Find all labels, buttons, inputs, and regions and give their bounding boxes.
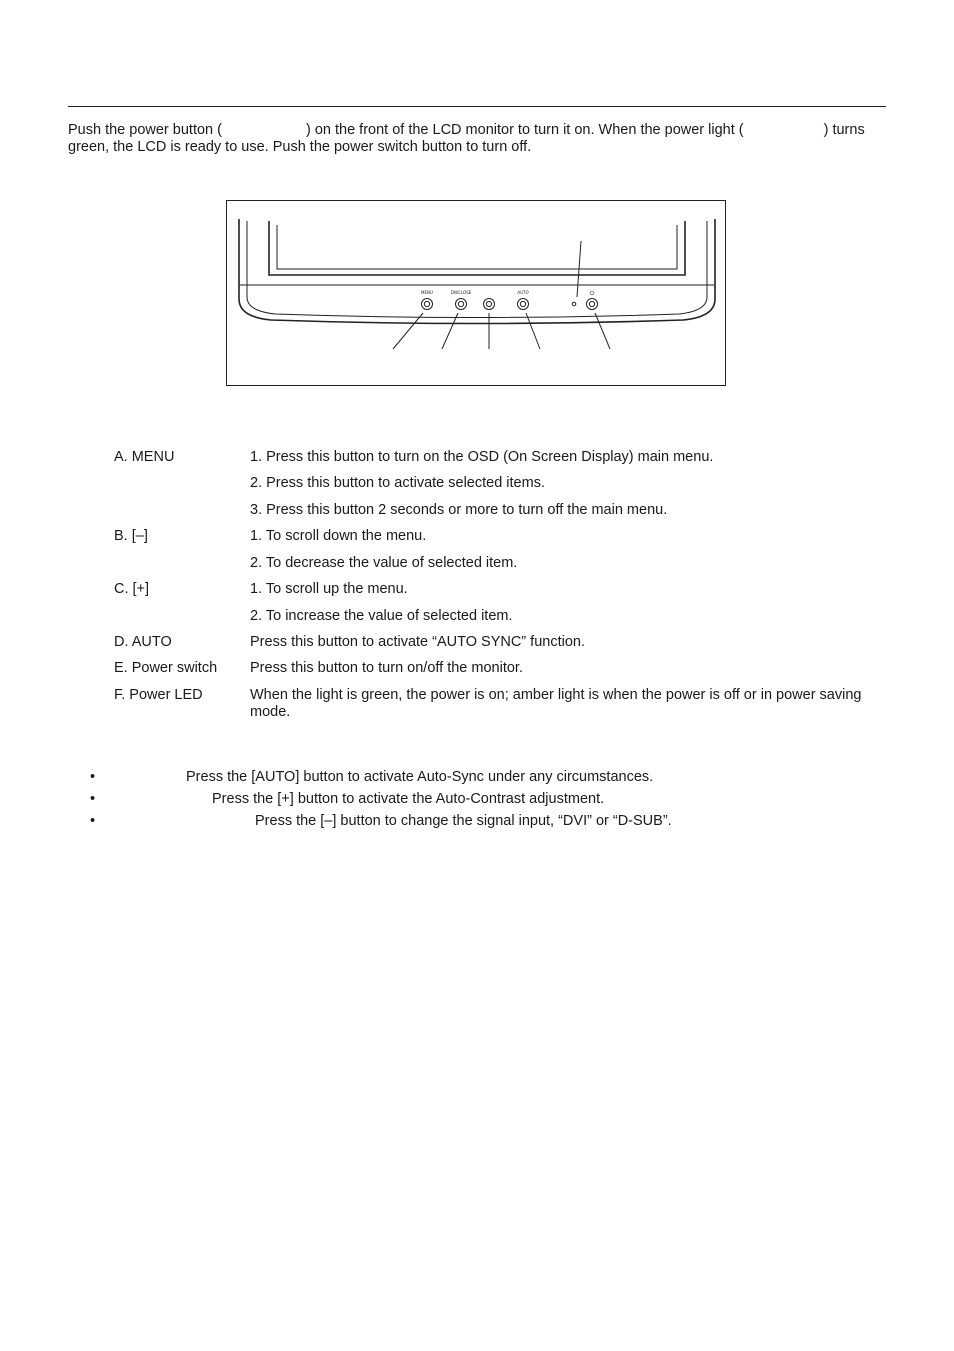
control-description: When the light is green, the power is on; amber light is when the power is off or in power saving mode. [250,687,862,720]
intro-text-1: Push the power button ( [68,122,222,138]
control-key: A. MENU [114,449,175,465]
control-key: D. AUTO [114,634,172,650]
control-description: 1. Press this button to turn on the OSD (On Screen Display) main menu. [250,449,714,465]
bullet-dot: • [90,791,96,807]
menu-button[interactable] [422,299,433,310]
power-led [572,302,576,306]
auto-label: AUTO [517,290,529,295]
bullet-dot: • [90,813,96,829]
control-description: 2. Press this button to activate selected items. [250,475,545,491]
control-key: E. Power switch [114,660,218,676]
screen-inner-edges [277,225,677,269]
bezel-outline [239,219,715,324]
down-label: DN/CLOSE [450,290,472,295]
up-button[interactable] [484,299,495,310]
bullet-text: Press the [AUTO] button to activate Auto-Sync under any circumstances. [186,769,654,785]
control-key: F. Power LED [114,687,203,703]
control-description: Press this button to turn on/off the monitor. [250,660,523,676]
bullet-dot: • [90,769,96,785]
control-description: 2. To increase the value of selected item. [250,608,513,624]
control-description: 3. Press this button 2 seconds or more to turn off the main menu. [250,502,668,518]
leader-line-auto [526,313,540,349]
menu-label: MENU [421,290,433,295]
auto-button[interactable] [518,299,529,310]
control-key: B. [–] [114,528,148,544]
control-description: Press this button to activate “AUTO SYNC” function. [250,634,585,650]
control-description: 2. To decrease the value of selected item. [250,555,518,571]
power-switch-button[interactable] [587,299,598,310]
header-rule [68,106,886,107]
intro-text-2: ) on the front of the LCD monitor to turn it on. When the power light ( [305,122,744,138]
intro-text-3: ) turns green, the LCD is ready to use. Push the power switch button to turn off. [68,122,865,155]
screen-left-right-edges [269,221,685,275]
down-button[interactable] [456,299,467,310]
intro-paragraph [68,122,878,156]
leader-line-menu [393,313,423,349]
leader-line-power [595,313,610,349]
power-icon: ⏻ [589,290,595,297]
bullet-text: Press the [+] button to activate the Auto-Contrast adjustment. [212,791,605,807]
bullet-text: Press the [–] button to change the signal input, “DVI” or “D-SUB”. [255,813,672,829]
control-description: 1. To scroll up the menu. [250,581,408,597]
monitor-bezel-drawing [227,201,727,387]
monitor-front-diagram [226,200,726,386]
control-description: 1. To scroll down the menu. [250,528,427,544]
control-key: C. [+] [114,581,150,597]
leader-line-down [442,313,458,349]
